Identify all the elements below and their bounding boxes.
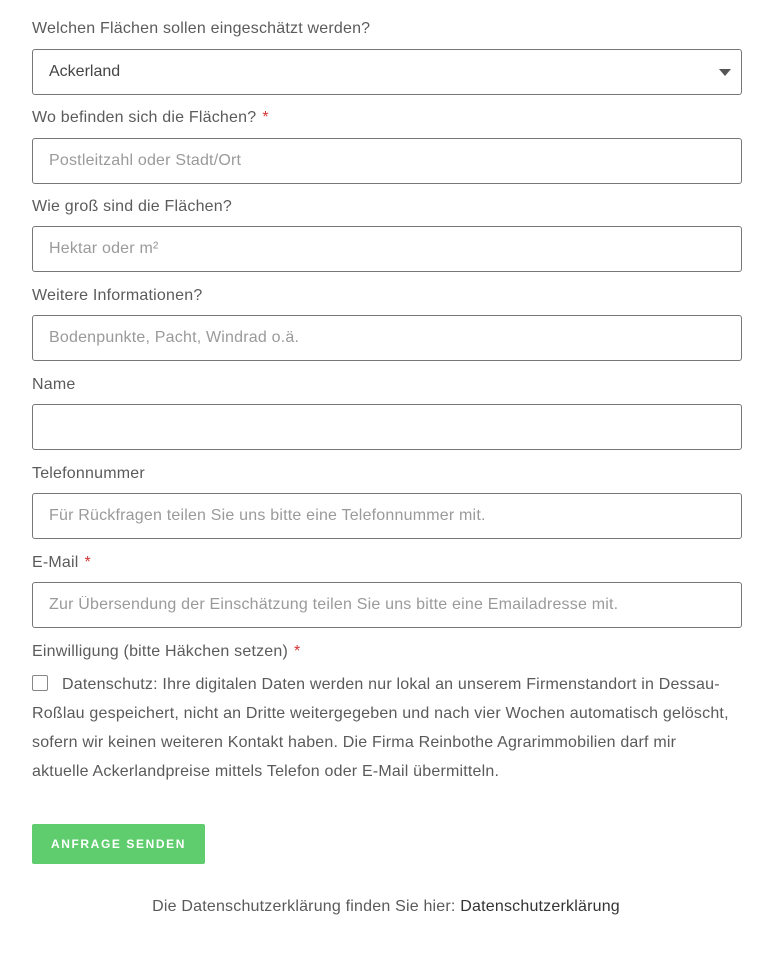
phone-label: Telefonnummer: [32, 465, 145, 482]
size-input[interactable]: [32, 226, 742, 272]
consent-text: Datenschutz: Ihre digitalen Daten werden nur lokal an unserem Firmenstandort in Dessau-Roßlau gespeichert, nicht an Dritte weitergegeben und nach vier Wochen automatisch gelöscht, sofern wir keinen weiteren Kontakt haben. Die Firma Reinbothe Agrarimmobilien darf mir aktuelle Ackerlandpreise mittels Telefon oder E-Mail übermitteln.: [32, 676, 729, 780]
required-asterisk: *: [294, 643, 301, 660]
phone-input[interactable]: [32, 493, 742, 539]
info-input[interactable]: [32, 315, 742, 361]
required-asterisk: *: [84, 554, 91, 571]
caret-down-icon: [719, 69, 731, 76]
submit-button[interactable]: ANFRAGE SENDEN: [32, 824, 205, 864]
size-label: Wie groß sind die Flächen?: [32, 198, 232, 215]
name-label: Name: [32, 376, 76, 393]
consent-checkbox[interactable]: [32, 675, 48, 691]
privacy-link[interactable]: Datenschutzerklärung: [460, 898, 620, 915]
location-input[interactable]: [32, 138, 742, 184]
required-asterisk: *: [262, 109, 269, 126]
privacy-notice: [0, 898, 772, 916]
location-label: Wo befinden sich die Flächen? *: [32, 109, 269, 126]
email-label: E-Mail *: [32, 554, 91, 571]
email-input[interactable]: [32, 582, 742, 628]
areas-selected-value: Ackerland: [49, 63, 121, 80]
areas-select[interactable]: [32, 49, 742, 95]
areas-label: Welchen Flächen sollen eingeschätzt werden?: [32, 20, 371, 37]
privacy-text: Die Datenschutzerklärung finden Sie hier:: [152, 898, 456, 915]
consent-option: [32, 670, 732, 786]
info-label: Weitere Informationen?: [32, 287, 203, 304]
consent-label: Einwilligung (bitte Häkchen setzen) *: [32, 643, 301, 660]
name-input[interactable]: [32, 404, 742, 450]
